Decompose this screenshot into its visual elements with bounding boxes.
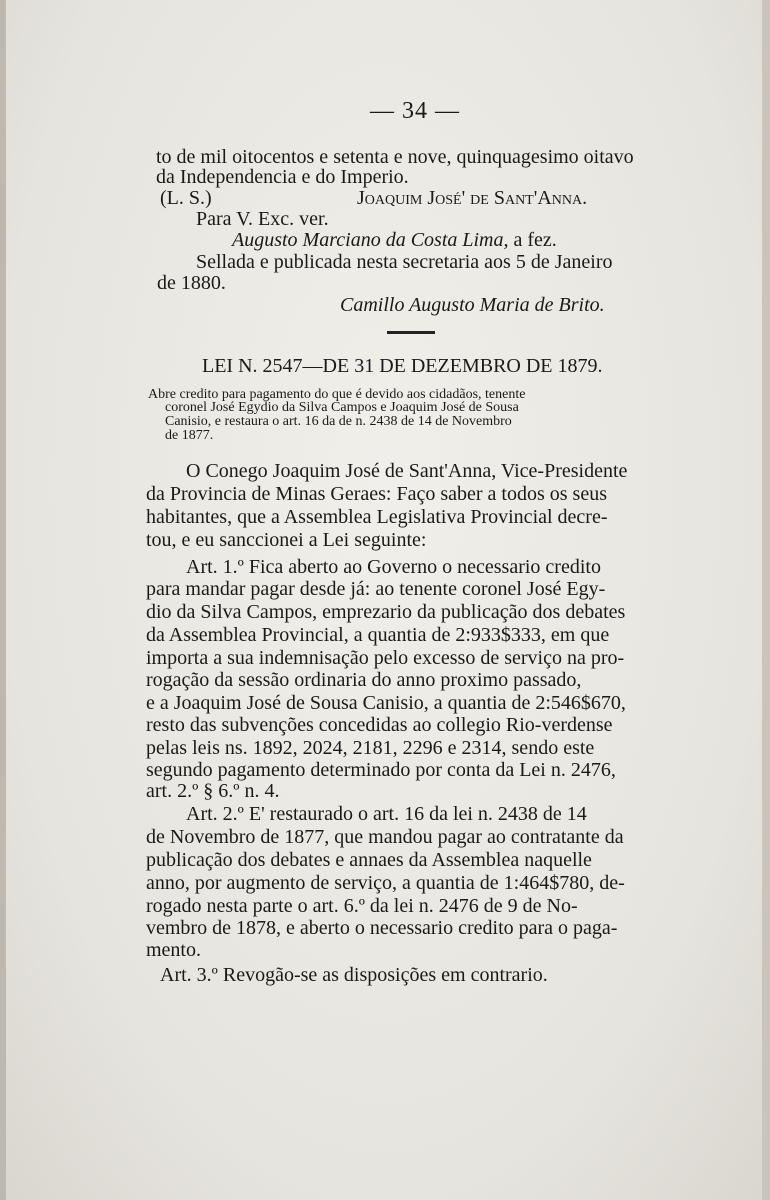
summary-line-3: Canisio, e restaura o art. 16 da de n. 2438 de 14 de Novembro xyxy=(165,414,512,429)
art2-line-3: publicação dos debates e annaes da Assemblea naquelle xyxy=(146,849,592,871)
preamble-line-4: tou, e eu sanccionei a Lei seguinte: xyxy=(146,529,427,551)
page-left-edge xyxy=(0,0,6,1200)
art2-line-7: mento. xyxy=(146,939,201,961)
art3-line: Art. 3.º Revogão-se as disposições em contrario. xyxy=(160,964,548,986)
art1-line-8: resto das subvenções concedidas ao collegio Rio-verdense xyxy=(146,714,613,736)
preamble-line-1: O Conego Joaquim José de Sant'Anna, Vice-Presidente xyxy=(186,460,628,482)
clerk-line xyxy=(232,229,557,251)
opening-line-1: to de mil oitocentos e setenta e nove, quinquagesimo oitavo xyxy=(156,146,634,168)
signatory-name: Joaquim José' de Sant'Anna. xyxy=(357,187,588,209)
art2-line-5: rogado nesta parte o art. 6.º da lei n. 2476 de 9 de No- xyxy=(146,895,578,917)
preamble-line-2: da Provincia de Minas Geraes: Faço saber a todos os seus xyxy=(146,483,607,505)
summary-line-4: de 1877. xyxy=(165,428,214,443)
art2-line-2: de Novembro de 1877, que mandou pagar ao contratante da xyxy=(146,826,624,848)
clerk-suffix: a fez. xyxy=(508,229,557,251)
art1-line-1: Art. 1.º Fica aberto ao Governo o necessario credito xyxy=(186,556,601,578)
art1-line-11: art. 2.º § 6.º n. 4. xyxy=(146,780,280,802)
art1-line-2: para mandar pagar desde já: ao tenente coronel José Egy- xyxy=(146,578,606,600)
opening-line-2: da Independencia e do Imperio. xyxy=(156,166,409,188)
art1-line-6: rogação da sessão ordinaria do anno proximo passado, xyxy=(146,669,582,691)
art2-line-1: Art. 2.º E' restaurado o art. 16 da lei n. 2438 de 14 xyxy=(186,803,587,825)
seal-mark: (L. S.) xyxy=(160,187,212,209)
secretary-signature: Camillo Augusto Maria de Brito. xyxy=(340,294,605,316)
para-line: Para V. Exc. ver. xyxy=(196,208,329,230)
art1-line-10: segundo pagamento determinado por conta da Lei n. 2476, xyxy=(146,759,616,781)
art1-line-5: importa a sua indemnisação pelo excesso de serviço na pro- xyxy=(146,647,625,669)
page-number: — 34 — xyxy=(370,98,460,124)
preamble-line-3: habitantes, que a Assemblea Legislativa Provincial decre- xyxy=(146,506,608,528)
art1-line-4: da Assemblea Provincial, a quantia de 2:933$333, em que xyxy=(146,624,610,646)
art2-line-4: anno, por augmento de serviço, a quantia de 1:464$780, de- xyxy=(146,872,625,894)
art1-line-7: e a Joaquim José de Sousa Canisio, a quantia de 2:546$670, xyxy=(146,692,626,714)
art1-line-9: pelas leis ns. 1892, 2024, 2181, 2296 e 2314, sendo este xyxy=(146,737,595,759)
summary-line-2: coronel José Egydio da Silva Campos e Joaquim José de Sousa xyxy=(165,400,519,415)
clerk-name: Augusto Marciano da Costa Lima, xyxy=(232,229,509,251)
summary-line-1: Abre credito para pagamento do que é devido aos cidadãos, tenente xyxy=(148,387,526,402)
art2-line-6: vembro de 1878, e aberto o necessario credito para o paga- xyxy=(146,917,618,939)
section-divider xyxy=(387,331,435,334)
law-title: LEI N. 2547—DE 31 DE DEZEMBRO DE 1879. xyxy=(202,355,603,377)
page-right-edge xyxy=(762,0,770,1200)
sellada-line-2: de 1880. xyxy=(157,272,226,294)
sellada-line-1: Sellada e publicada nesta secretaria aos 5 de Janeiro xyxy=(196,251,613,273)
art1-line-3: dio da Silva Campos, emprezario da publicação dos debates xyxy=(146,601,626,623)
